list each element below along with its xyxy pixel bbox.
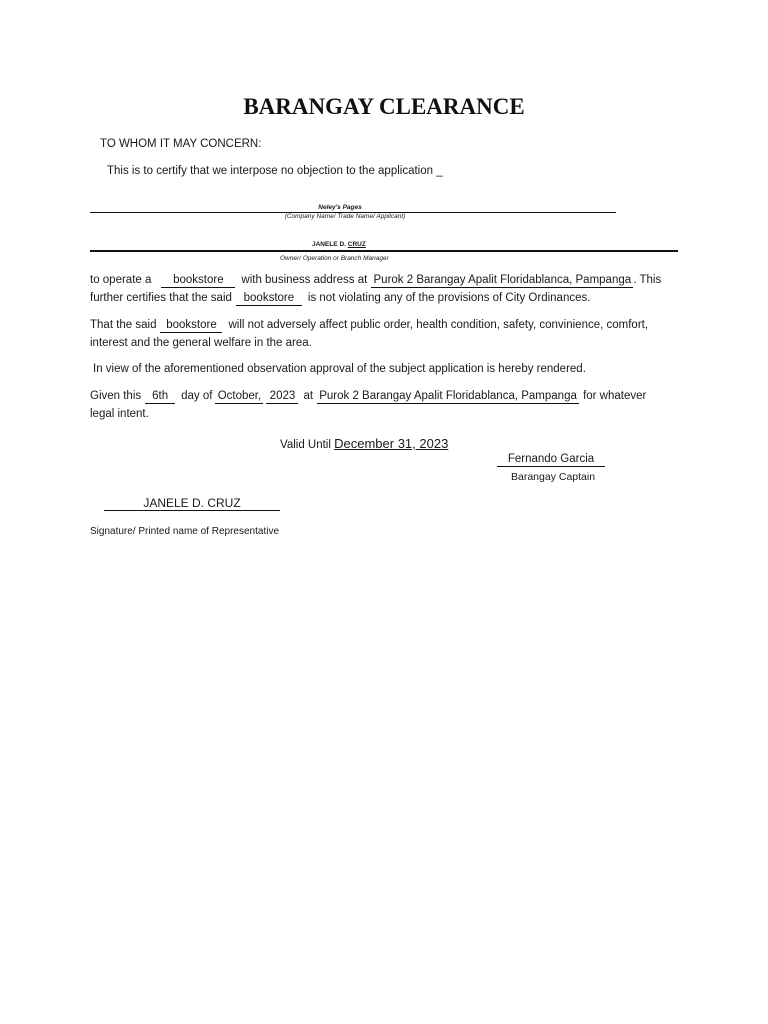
applicant-caption: (Company Name/ Trade Name/ Applicant) bbox=[284, 213, 406, 220]
place-field: Purok 2 Barangay Apalit Floridablanca, Pampanga bbox=[317, 390, 579, 404]
business-address-field: Purok 2 Barangay Apalit Floridablanca, Pampanga bbox=[371, 274, 633, 288]
para3: In view of the aforementioned observation approval of the subject application is hereby rendered. bbox=[93, 363, 586, 375]
captain-signature bbox=[497, 453, 605, 467]
day-field: 6th bbox=[145, 390, 175, 404]
validity bbox=[280, 436, 448, 451]
owner-caption: Owner/ Operation or Branch Manager bbox=[280, 255, 389, 262]
applicant-name: Neley's Pages bbox=[318, 204, 362, 211]
representative-signature bbox=[104, 497, 280, 511]
month-field: October, bbox=[215, 390, 263, 404]
year-field: 2023 bbox=[266, 390, 298, 404]
para2-line2: interest and the general welfare in the area. bbox=[90, 337, 312, 349]
intro-text: This is to certify that we interpose no objection to the application _ bbox=[107, 165, 443, 177]
para2-line1: That the said bookstore will not adversely affect public order, health condition, safety, convinience, comfort, bbox=[90, 319, 649, 331]
para1-line1: to operate a bookstore with business address at Purok 2 Barangay Apalit Floridablanca, Pampanga . This bbox=[90, 274, 662, 286]
captain-title: Barangay Captain bbox=[511, 471, 596, 483]
business-type-field-3: bookstore bbox=[160, 319, 222, 333]
para4-line2: legal intent. bbox=[90, 408, 149, 420]
captain-name: Fernando Garcia bbox=[497, 453, 605, 467]
business-type-field-2: bookstore bbox=[236, 292, 302, 306]
business-type-field: bookstore bbox=[161, 274, 235, 288]
owner-last-name: CRUZ bbox=[347, 241, 366, 248]
document-title: BARANGAY CLEARANCE bbox=[243, 94, 525, 119]
representative-caption: Signature/ Printed name of Representative bbox=[90, 526, 279, 537]
para4-line1: Given this 6th day of October, 2023 at Purok 2 Barangay Apalit Floridablanca, Pampanga for whatever bbox=[90, 390, 647, 402]
owner-name bbox=[312, 241, 366, 248]
salutation: TO WHOM IT MAY CONCERN: bbox=[100, 138, 262, 150]
validity-label: Valid Until bbox=[280, 439, 331, 451]
representative-name: JANELE D. CRUZ bbox=[104, 497, 280, 511]
owner-rule bbox=[90, 250, 678, 252]
para1-line2: further certifies that the said bookstore is not violating any of the provisions of City Ordinances. bbox=[90, 292, 591, 304]
owner-first-name: JANELE D. bbox=[312, 241, 346, 248]
validity-date: December 31, 2023 bbox=[334, 436, 449, 451]
